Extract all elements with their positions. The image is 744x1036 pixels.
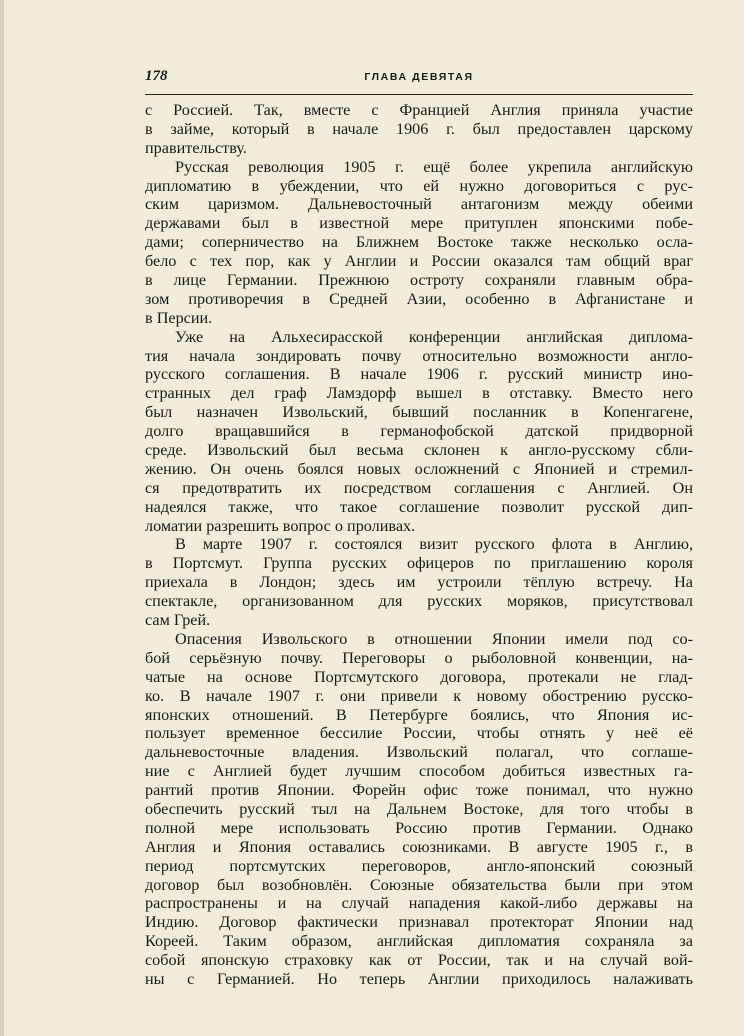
- text-line: Уже на Альхесирасской конференции английская диплома-: [175, 327, 693, 346]
- text-line: чатые на основе Портсмутского договора, протекали не глад-: [145, 667, 693, 686]
- paragraph: [145, 101, 693, 158]
- page-body: [145, 101, 693, 989]
- text-line: ломатии разрешить вопрос о проливах.: [145, 516, 416, 535]
- paragraph: [145, 158, 693, 328]
- paragraph: [145, 535, 693, 629]
- text-line: полной мере использовать Россию против Германии. Однако: [145, 818, 693, 837]
- text-line: странных дел граф Ламздорф вышел в отставку. Вместо него: [145, 384, 693, 403]
- text-line: жению. Он очень боялся новых осложнений с Японией и стремил-: [145, 459, 693, 478]
- text-line: собой японскую страховку как от России, так и на случай вой-: [145, 951, 693, 970]
- text-line: период портсмутских переговоров, англо-японский союзный: [145, 856, 693, 875]
- text-line: спектакле, организованном для русских моряков, присутствовал: [145, 592, 693, 611]
- text-line: приехала в Лондон; здесь им устроили тёплую встречу. На: [145, 573, 693, 592]
- paragraph: [145, 328, 693, 536]
- text-line: Индию. Договор фактически признавал протекторат Японии над: [145, 913, 693, 932]
- text-line: сам Грей.: [145, 611, 211, 630]
- text-line: в займе, который в начале 1906 г. был предоставлен царскому: [145, 119, 693, 138]
- text-line: русского соглашения. В начале 1906 г. русский министр ино-: [145, 365, 693, 384]
- text-line: договор был возобновлён. Союзные обязательства были при этом: [145, 875, 693, 894]
- text-line: пользует временное бессилие России, чтобы отнять у неё её: [145, 724, 693, 743]
- text-line: ко. В начале 1907 г. они привели к новому обострению русско-: [145, 686, 693, 705]
- text-line: ся предотвратить их посредством соглашения с Англией. Он: [145, 478, 693, 497]
- text-line: японских отношений. В Петербурге боялись, что Япония ис-: [145, 705, 693, 724]
- text-line: распространены и на случай нападения какой-либо державы на: [145, 894, 693, 913]
- paragraph: [145, 630, 693, 989]
- text-line: бело с тех пор, как у Англии и России оказался там общий враг: [145, 252, 693, 271]
- text-line: Англия и Япония оставались союзниками. В августе 1905 г., в: [145, 837, 693, 856]
- text-line: ние с Англией будет лучшим способом добиться известных га-: [145, 762, 693, 781]
- text-line: в Портсмут. Группа русских офицеров по приглашению короля: [145, 554, 693, 573]
- text-line: в Персии.: [145, 308, 213, 327]
- text-line: с Россией. Так, вместе с Францией Англия приняла участие: [145, 101, 693, 119]
- text-line: в лице Германии. Прежнюю остроту сохраняли главным обра-: [145, 271, 693, 290]
- text-line: тия начала зондировать почву относительно возможности англо-: [145, 346, 693, 365]
- text-line: был назначен Извольский, бывший посланник в Копенгагене,: [145, 403, 693, 422]
- text-line: рантий против Японии. Форейн офис тоже понимал, что нужно: [145, 781, 693, 800]
- text-line: державами был в известной мере притуплен японскими побе-: [145, 214, 693, 233]
- page-number: 178: [145, 68, 168, 84]
- text-line: дальневосточные владения. Извольский полагал, что соглаше-: [145, 743, 693, 762]
- running-head: ГЛАВА ДЕВЯТАЯ: [364, 71, 474, 83]
- text-line: правительству.: [145, 138, 247, 157]
- header-rule: [145, 94, 693, 95]
- text-line: Русская революция 1905 г. ещё более укрепила английскую: [175, 157, 693, 176]
- text-line: долго вращавшийся в германофобской датской придворной: [145, 422, 693, 441]
- text-line: дами; соперничество на Ближнем Востоке также несколько осла-: [145, 233, 693, 252]
- page-header: [145, 68, 693, 90]
- text-line: Кореей. Таким образом, английская дипломатия сохраняла за: [145, 932, 693, 951]
- text-line: надеялся также, что такое соглашение позволит русской дип-: [145, 497, 693, 516]
- text-line: среде. Извольский был весьма склонен к англо-русскому сбли-: [145, 441, 693, 460]
- text-line: Опасения Извольского в отношении Японии имели под со-: [175, 629, 693, 648]
- text-line: бой серьёзную почву. Переговоры о рыболовной конвенции, на-: [145, 648, 693, 667]
- text-line: дипломатию в убеждении, что ей нужно договориться с рус-: [145, 176, 693, 195]
- text-line: ны с Германией. Но теперь Англии приходилось налаживать: [145, 969, 693, 988]
- text-line: обеспечить русский тыл на Дальнем Востоке, для того чтобы в: [145, 799, 693, 818]
- text-line: В марте 1907 г. состоялся визит русского флота в Англию,: [175, 535, 693, 554]
- text-line: ским царизмом. Дальневосточный антагонизм между обеими: [145, 195, 693, 214]
- text-line: зом противоречия в Средней Азии, особенно в Афганистане и: [145, 289, 693, 308]
